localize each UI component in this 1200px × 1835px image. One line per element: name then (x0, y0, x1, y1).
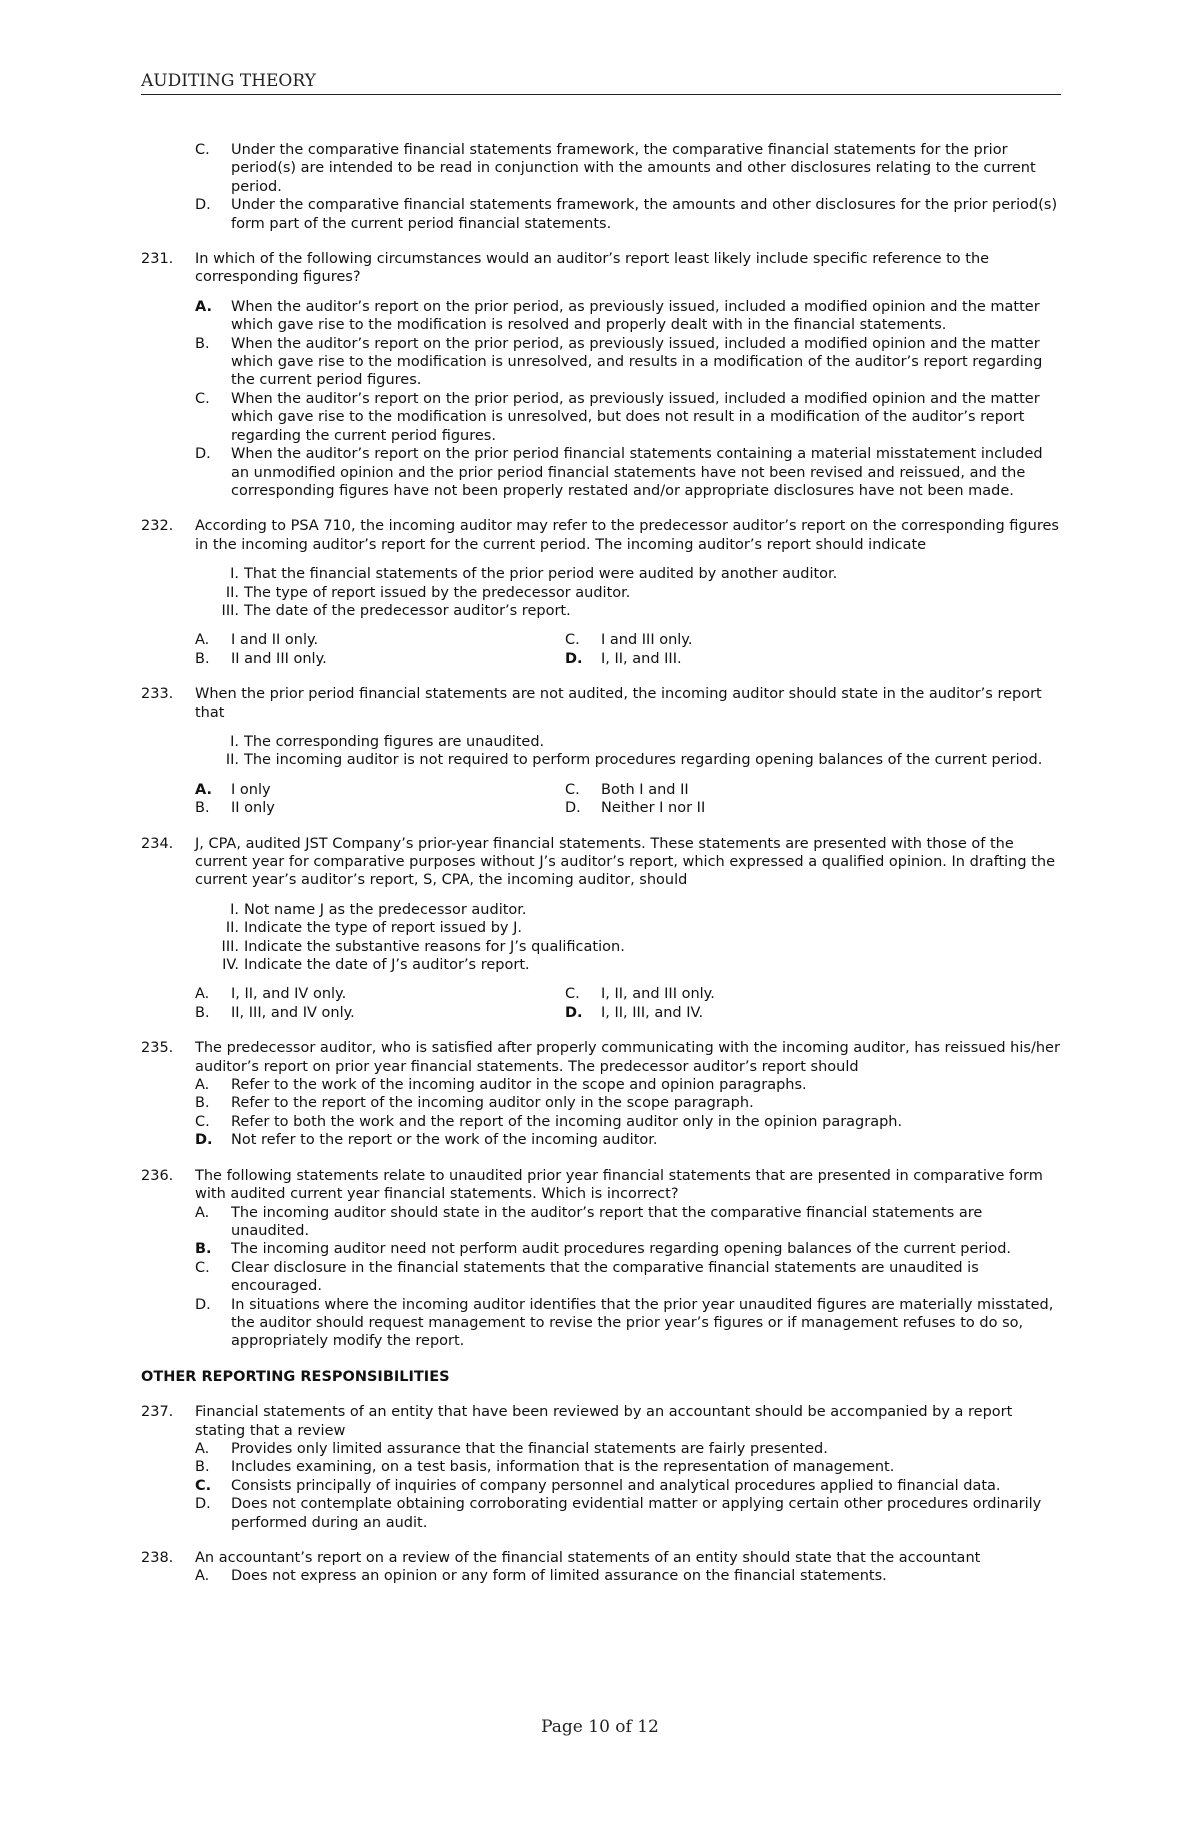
option-letter: B. (195, 1095, 210, 1112)
option-text: When the auditor’s report on the prior period financial statements containing a material misstatement included an unmodified opinion and the prior period financial statements have not been revised and reissued, and the corresponding figures have not been properly restated and/or appropriate disclosures have not been made. (231, 446, 1043, 499)
roman-text: That the financial statements of the prior period were audited by another auditor. (244, 566, 838, 583)
option-item (565, 1004, 935, 1022)
option-text: I and II only. (231, 632, 319, 649)
option-letter: C. (195, 1259, 210, 1276)
roman-item (195, 584, 1061, 602)
option-letter: D. (195, 1296, 211, 1313)
option-text: I only (231, 781, 271, 798)
option-text: Clear disclosure in the financial statements that the comparative financial statements are unaudited is encouraged. (231, 1259, 979, 1295)
option-text: Consists principally of inquiries of company personnel and analytical procedures applied to financial data. (231, 1477, 1001, 1494)
option-item (195, 298, 1061, 335)
roman-numeral: III. (221, 938, 239, 955)
question-number: 233. (141, 686, 174, 703)
option-letter: D. (565, 800, 581, 817)
option-letter-answer: A. (195, 298, 212, 315)
option-text: When the auditor’s report on the prior period, as previously issued, included a modified opinion and the matter which gave rise to the modification is unresolved, but does not result in a modification of the auditor’s report regarding the current period figures. (231, 390, 1040, 444)
roman-text: Indicate the date of J’s auditor’s report. (244, 957, 530, 974)
roman-list (141, 901, 1061, 975)
roman-numeral: IV. (222, 957, 239, 974)
roman-list (141, 565, 1061, 620)
option-letter: C. (565, 781, 580, 798)
roman-text: Indicate the substantive reasons for J’s qualification. (244, 938, 625, 955)
question-231 (141, 250, 1061, 287)
option-grid (141, 985, 1061, 1022)
option-item (195, 1296, 1061, 1351)
option-letter-answer: A. (195, 781, 212, 798)
question-238-options (141, 1567, 1061, 1585)
option-text: I, II, III, and IV. (601, 1004, 704, 1021)
question-237-options (141, 1440, 1061, 1532)
option-letter: A. (195, 1204, 210, 1221)
roman-item (195, 602, 1061, 620)
option-text: Not refer to the report or the work of the incoming auditor. (231, 1132, 658, 1149)
option-item (195, 141, 1061, 196)
option-item (195, 1477, 1061, 1495)
option-letter: A. (195, 632, 210, 649)
roman-text: Not name J as the predecessor auditor. (244, 901, 527, 918)
option-grid (141, 781, 1061, 818)
option-letter: A. (195, 1440, 210, 1457)
option-letter: D. (195, 1496, 211, 1513)
option-letter-answer: D. (195, 1132, 213, 1149)
question-233 (141, 685, 1061, 722)
option-letter: B. (195, 650, 210, 667)
option-text: II, III, and IV only. (231, 1004, 355, 1021)
roman-numeral: II. (225, 584, 239, 601)
option-text: The incoming auditor should state in the auditor’s report that the comparative financial statements are unaudited. (231, 1204, 983, 1239)
option-letter-answer: C. (195, 1477, 212, 1494)
option-letter-answer: D. (565, 1004, 583, 1021)
question-text: When the prior period financial statements are not audited, the incoming auditor should state in the auditor’s report that (195, 686, 1042, 721)
option-text: Includes examining, on a test basis, information that is the representation of management. (231, 1459, 895, 1476)
option-letter: A. (195, 1077, 210, 1094)
option-letter: B. (195, 800, 210, 817)
question-text: An accountant’s report on a review of the financial statements of an entity should state that the accountant (195, 1550, 981, 1566)
question-number: 237. (141, 1404, 174, 1421)
option-item (565, 781, 935, 799)
roman-numeral: II. (225, 920, 239, 937)
option-item (195, 335, 1061, 390)
roman-text: The incoming auditor is not required to perform procedures regarding opening balances of the current period. (244, 752, 1043, 769)
roman-item (195, 938, 1061, 956)
option-letter: A. (195, 986, 210, 1003)
option-letter: D. (195, 446, 211, 463)
question-text: According to PSA 710, the incoming auditor may refer to the predecessor auditor’s report on the corresponding figures in the incoming auditor’s report for the current period. The incoming auditor’s report should indicate (195, 518, 1059, 553)
question-232 (141, 517, 1061, 554)
question-231-options (141, 298, 1061, 500)
option-item (565, 985, 935, 1003)
option-item (195, 1076, 1061, 1094)
roman-item (195, 733, 1061, 751)
option-text: I, II, and III. (601, 650, 682, 667)
option-item (195, 196, 1061, 233)
option-text: Refer to the report of the incoming auditor only in the scope paragraph. (231, 1095, 754, 1112)
page-number: Page 10 of 12 (541, 1717, 659, 1737)
option-item (565, 631, 935, 649)
roman-numeral: I. (230, 733, 239, 750)
option-item (195, 1240, 1061, 1258)
option-letter: C. (195, 142, 210, 158)
roman-numeral: II. (225, 752, 239, 769)
question-text: The following statements relate to unaudited prior year financial statements that are presented in comparative form with audited current year financial statements. Which is incorrect? (195, 1167, 1043, 1203)
roman-item (195, 919, 1061, 937)
option-letter: B. (195, 1459, 210, 1476)
question-234 (141, 835, 1061, 890)
roman-list (141, 733, 1061, 770)
option-text: I, II, and IV only. (231, 986, 347, 1003)
option-item (195, 781, 565, 799)
question-237 (141, 1403, 1061, 1440)
question-235-options (141, 1076, 1061, 1150)
question-236-options (141, 1204, 1061, 1351)
question-text: J, CPA, audited JST Company’s prior-year financial statements. These statements are presented with those of the current year for comparative purposes without J’s auditor’s report, which expressed a qualified opinion. In drafting the current year’s auditor’s report, S, CPA, the incoming auditor, should (195, 835, 1055, 889)
option-text: I, II, and III only. (601, 986, 715, 1003)
question-number: 234. (141, 835, 174, 852)
option-item (195, 1204, 1061, 1241)
option-item (195, 1004, 565, 1022)
page-header-title: AUDITING THEORY (141, 72, 1061, 95)
option-letter: C. (195, 390, 210, 407)
roman-numeral: I. (230, 566, 239, 583)
option-item (195, 1567, 1061, 1585)
roman-numeral: I. (230, 901, 239, 918)
option-item (195, 445, 1061, 500)
option-text: Both I and II (601, 781, 689, 798)
question-number: 238. (141, 1550, 174, 1566)
option-text: Under the comparative financial statements framework, the amounts and other disclosures for the prior period(s) form part of the current period financial statements. (231, 197, 1058, 232)
roman-text: Indicate the type of report issued by J. (244, 920, 522, 937)
option-text: When the auditor’s report on the prior period, as previously issued, included a modified opinion and the matter which gave rise to the modification is unresolved, and results in a modification of the auditor’s report regarding the current period figures. (231, 335, 1043, 389)
option-grid (141, 631, 1061, 668)
option-item (195, 985, 565, 1003)
roman-numeral: III. (221, 602, 239, 619)
option-item (195, 1094, 1061, 1112)
roman-item (195, 565, 1061, 583)
option-text: Does not contemplate obtaining corroborating evidential matter or applying certain other procedures ordinarily performed during an audit. (231, 1496, 1042, 1531)
roman-item (195, 751, 1061, 769)
option-letter: A. (195, 1568, 210, 1585)
continued-options (141, 141, 1061, 233)
option-item (195, 1259, 1061, 1296)
option-letter: C. (565, 986, 580, 1003)
option-item (195, 1440, 1061, 1458)
option-letter: C. (565, 632, 580, 649)
option-letter: B. (195, 1004, 210, 1021)
question-text: In which of the following circumstances would an auditor’s report least likely include specific reference to the corresponding figures? (195, 251, 990, 286)
option-text: II and III only. (231, 650, 327, 667)
question-number: 236. (141, 1167, 174, 1184)
question-text: The predecessor auditor, who is satisfied after properly communicating with the incoming auditor, has reissued his/her auditor’s report on prior year financial statements. The predecessor auditor’s report should (195, 1040, 1060, 1075)
question-text: Financial statements of an entity that have been reviewed by an accountant should be accompanied by a report stating that a review (195, 1404, 1013, 1439)
option-text: Under the comparative financial statements framework, the comparative financial statements for the prior period(s) are intended to be read in conjunction with the amounts and other disclosures relating to the current period. (231, 142, 1036, 195)
option-item (195, 650, 565, 668)
option-text: I and III only. (601, 632, 693, 649)
section-heading: OTHER REPORTING RESPONSIBILITIES (141, 1368, 450, 1385)
option-letter: B. (195, 335, 210, 352)
roman-item (195, 956, 1061, 974)
option-item (565, 650, 935, 668)
question-235 (141, 1039, 1061, 1076)
option-letter-answer: D. (565, 650, 583, 667)
roman-text: The date of the predecessor auditor’s report. (244, 602, 571, 619)
option-text: When the auditor’s report on the prior period, as previously issued, included a modified opinion and the matter which gave rise to the modification is resolved and properly dealt with in the financial statements. (231, 298, 1040, 334)
option-item (195, 1495, 1061, 1532)
question-238 (141, 1549, 1061, 1567)
question-number: 232. (141, 518, 174, 535)
option-item (195, 799, 565, 817)
roman-item (195, 901, 1061, 919)
option-letter: D. (195, 197, 211, 214)
roman-text: The corresponding figures are unaudited. (244, 733, 545, 750)
option-text: Neither I nor II (601, 800, 706, 817)
option-letter-answer: B. (195, 1241, 212, 1258)
option-text: Does not express an opinion or any form of limited assurance on the financial statements. (231, 1568, 887, 1585)
roman-text: The type of report issued by the predecessor auditor. (244, 584, 631, 601)
option-text: Refer to the work of the incoming auditor in the scope and opinion paragraphs. (231, 1077, 807, 1094)
option-text: In situations where the incoming auditor identifies that the prior year unaudited figures are materially misstated, the auditor should request management to revise the prior year’s figures or if management refuses to do so, appropriately modify the report. (231, 1296, 1054, 1350)
option-item (195, 631, 565, 649)
question-number: 231. (141, 251, 174, 268)
question-236 (141, 1167, 1061, 1204)
option-item (195, 1458, 1061, 1476)
option-text: Provides only limited assurance that the financial statements are fairly presented. (231, 1440, 828, 1457)
option-text: The incoming auditor need not perform audit procedures regarding opening balances of the current period. (231, 1241, 1012, 1258)
option-letter: C. (195, 1113, 210, 1130)
option-text: II only (231, 800, 275, 817)
option-item (195, 390, 1061, 445)
option-text: Refer to both the work and the report of the incoming auditor only in the opinion paragraph. (231, 1113, 903, 1130)
option-item (195, 1131, 1061, 1149)
document-body (141, 141, 1061, 1586)
question-number: 235. (141, 1040, 174, 1057)
option-item (195, 1113, 1061, 1131)
option-item (565, 799, 935, 817)
